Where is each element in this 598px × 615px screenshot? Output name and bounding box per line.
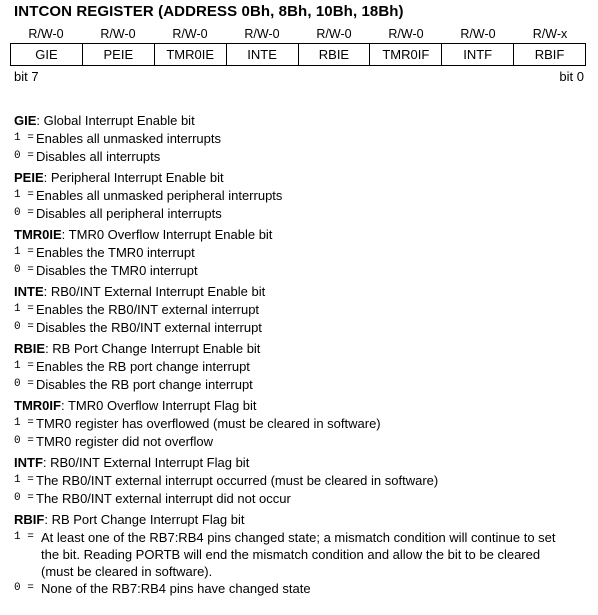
- option-0: 0 = TMR0 register did not overflow: [14, 433, 214, 449]
- access-bit-4: R/W-0: [244, 27, 280, 41]
- field-tmr0ie: TMR0IE: TMR0 Overflow Interrupt Enable bit 1 = Enables the TMR0 interrupt 0 = Disables the TMR0 interrupt: [14, 225, 586, 279]
- access-bit-6: R/W-0: [100, 27, 136, 41]
- bit-cell-3: RBIE: [299, 44, 371, 65]
- option-0: 0 = Disables all peripheral interrupts: [14, 205, 222, 221]
- access-bit-3: R/W-0: [316, 27, 352, 41]
- bit-cell-7: GIE: [11, 44, 83, 65]
- bit-cell-5: TMR0IE: [155, 44, 227, 65]
- field-inte: INTE: RB0/INT External Interrupt Enable bit 1 = Enables the RB0/INT external interrupt 0 = Disables the RB0/INT external interrupt: [14, 282, 586, 336]
- access-bit-0: R/W-x: [532, 27, 568, 41]
- field-name: INTF: [14, 455, 43, 470]
- field-name: RBIF: [14, 512, 45, 527]
- access-row: [10, 25, 586, 43]
- bit-cell-0: RBIF: [514, 44, 586, 65]
- field-rbif: RBIF: RB Port Change Interrupt Flag bit 1 = At least one of the RB7:RB4 pins changed state; a mismatch condition will continue to set the bit. Reading PORTB will end the mismatch condition and allow the bit to be cleared (must be cleared in software). 0 = None of the RB7:RB4 pins have changed state: [14, 510, 586, 598]
- field-peie: PEIE: Peripheral Interrupt Enable bit 1 = Enables all unmasked peripheral interrupts 0 = Disables all peripheral interrupts: [14, 168, 586, 222]
- field-desc: RB Port Change Interrupt Flag bit: [51, 512, 245, 527]
- field-name: GIE: [14, 113, 37, 128]
- field-name: PEIE: [14, 170, 44, 185]
- option-1: 1 = Enables all unmasked interrupts: [14, 131, 221, 146]
- bit-cell-4: INTE: [227, 44, 299, 65]
- access-bit-1: R/W-0: [460, 27, 496, 41]
- bit-cell-6: PEIE: [83, 44, 155, 65]
- access-bit-5: R/W-0: [172, 27, 208, 41]
- option-0: 0 = The RB0/INT external interrupt did not occur: [14, 490, 291, 506]
- bit-descriptions: [14, 111, 586, 598]
- bit-cell-2: TMR0IF: [370, 44, 442, 65]
- field-rbie: RBIE: RB Port Change Interrupt Enable bit 1 = Enables the RB port change interrupt 0 = Disables the RB port change interrupt: [14, 339, 586, 393]
- field-name: TMR0IF: [14, 398, 61, 413]
- access-bit-7: R/W-0: [28, 27, 64, 41]
- field-desc: RB0/INT External Interrupt Enable bit: [50, 284, 266, 299]
- register-bit-table: [10, 43, 586, 66]
- field-intf: INTF: RB0/INT External Interrupt Flag bit 1 = The RB0/INT external interrupt occurred (must be cleared in software) 0 = The RB0/INT external interrupt did not occur: [14, 453, 586, 507]
- field-name: RBIE: [14, 341, 46, 356]
- bit-high-label: bit 7: [14, 69, 39, 84]
- field-name: INTE: [14, 284, 44, 299]
- field-name: TMR0IE: [14, 227, 62, 242]
- field-desc: Global Interrupt Enable bit: [43, 113, 195, 128]
- option-1: 1 = Enables the TMR0 interrupt: [14, 245, 195, 260]
- field-tmr0if: TMR0IF: TMR0 Overflow Interrupt Flag bit 1 = TMR0 register has overflowed (must be cleared in software) 0 = TMR0 register did not overflow: [14, 396, 586, 450]
- option-0: 0 = Disables all interrupts: [14, 148, 161, 164]
- field-gie: GIE: Global Interrupt Enable bit 1 = Enables all unmasked interrupts 0 = Disables all interrupts: [14, 111, 586, 165]
- option-0: 0 = None of the RB7:RB4 pins have changed state: [14, 581, 311, 596]
- access-bit-2: R/W-0: [388, 27, 424, 41]
- field-desc: RB0/INT External Interrupt Flag bit: [50, 455, 250, 470]
- field-desc: RB Port Change Interrupt Enable bit: [52, 341, 261, 356]
- option-0: 0 = Disables the RB port change interrupt: [14, 376, 253, 392]
- bit-cell-1: INTF: [442, 44, 514, 65]
- option-1: 1 = Enables the RB0/INT external interrupt: [14, 302, 260, 317]
- option-0: 0 = Disables the RB0/INT external interrupt: [14, 319, 262, 335]
- option-1: 1 = The RB0/INT external interrupt occurred (must be cleared in software): [14, 473, 439, 488]
- option-1: 1 = TMR0 register has overflowed (must be cleared in software): [14, 416, 381, 431]
- field-desc: Peripheral Interrupt Enable bit: [50, 170, 224, 185]
- option-0: 0 = Disables the TMR0 interrupt: [14, 262, 198, 278]
- field-desc: TMR0 Overflow Interrupt Flag bit: [67, 398, 257, 413]
- option-1: 1 = Enables the RB port change interrupt: [14, 359, 250, 374]
- field-desc: TMR0 Overflow Interrupt Enable bit: [68, 227, 273, 242]
- register-title: INTCON REGISTER (ADDRESS 0Bh, 8Bh, 10Bh, 18Bh): [14, 3, 404, 20]
- option-1: 1 = Enables all unmasked peripheral interrupts: [14, 188, 283, 203]
- bit-low-label: bit 0: [559, 69, 584, 84]
- option-1: 1 = At least one of the RB7:RB4 pins changed state; a mismatch condition will continue to set the bit. Reading PORTB will end the mismatch condition and allow the bit to be cleared (must be cleared in software).: [14, 530, 556, 579]
